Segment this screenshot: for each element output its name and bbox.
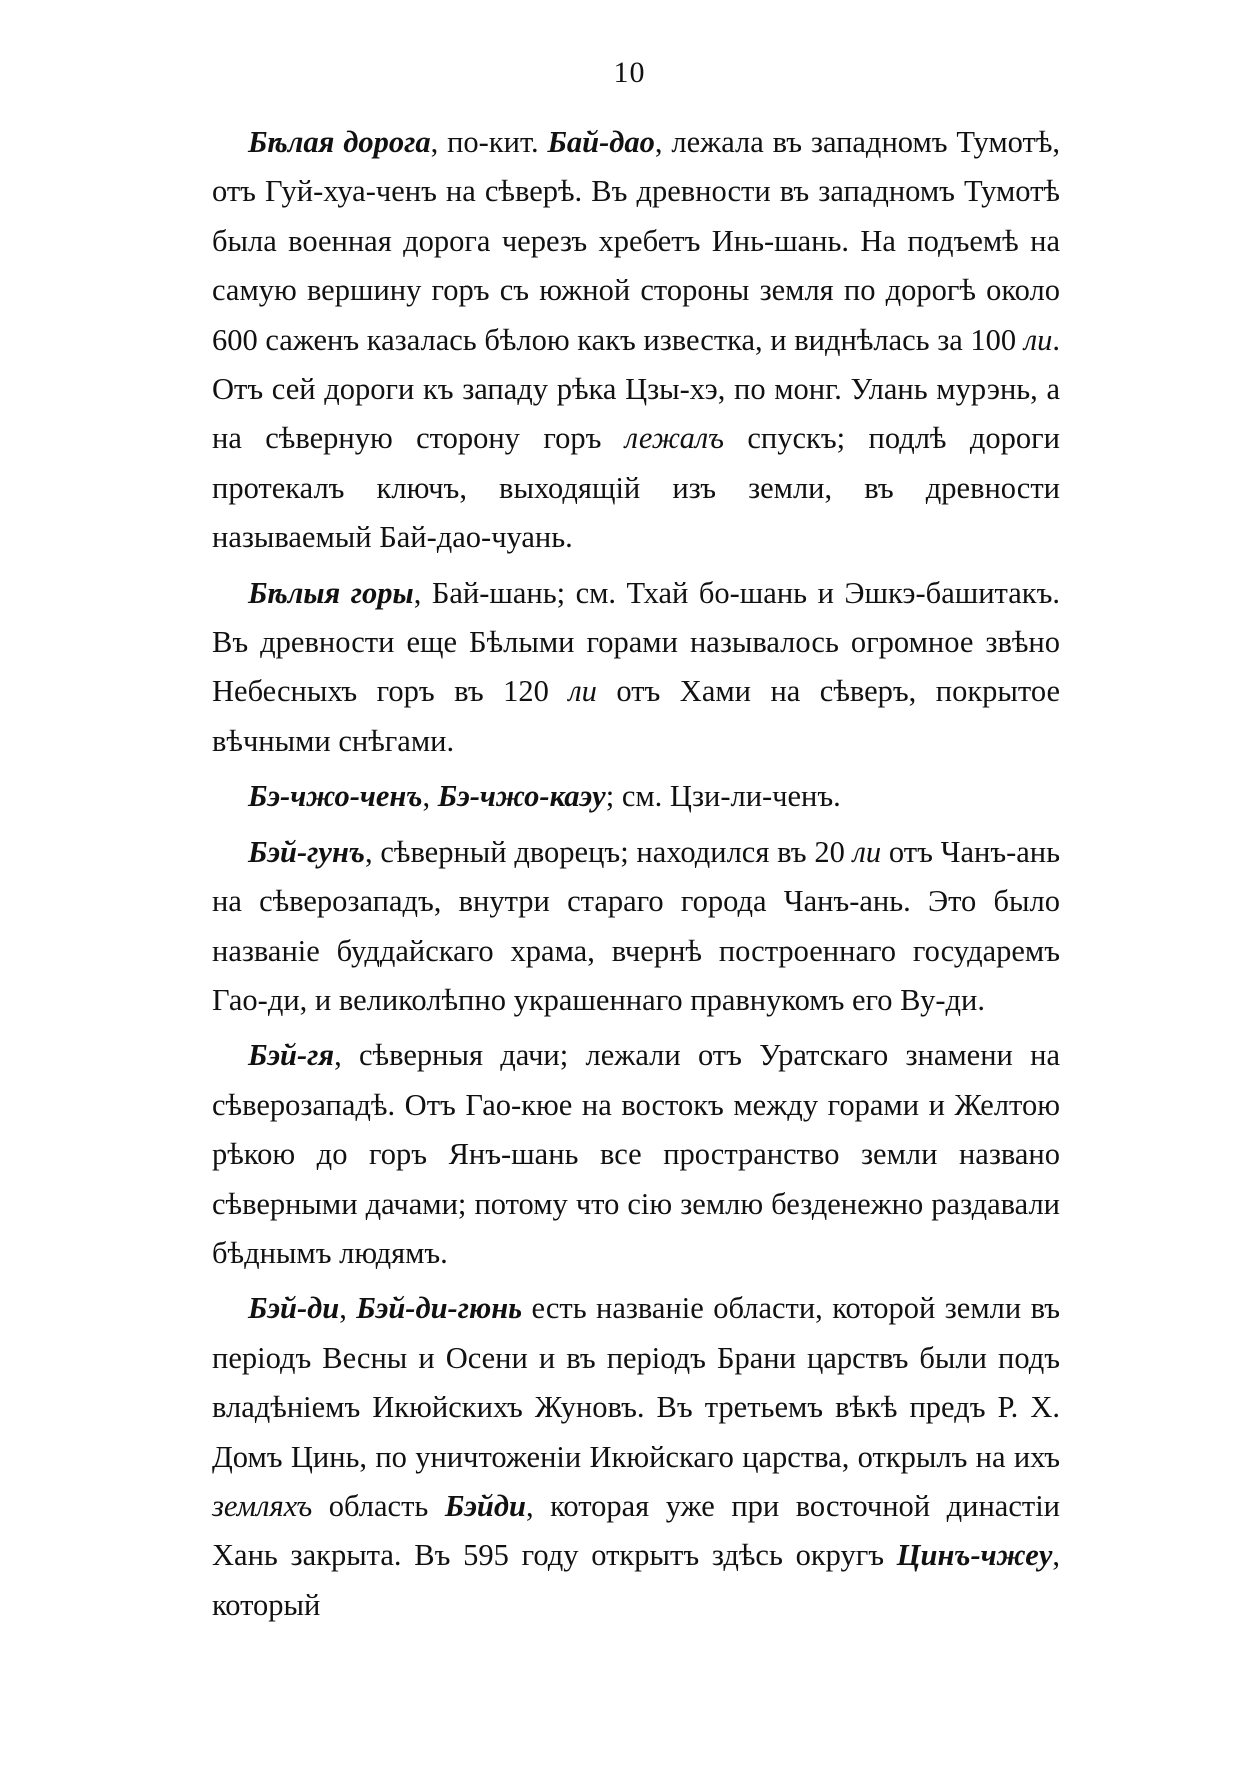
entry-text: Бэй-гя: [248, 1038, 335, 1073]
entry-text: Бэй-ди-гюнь: [356, 1291, 523, 1326]
entry-text: Бэйди: [444, 1488, 526, 1523]
entry-bey-gya: [212, 1031, 1060, 1278]
entry-text: ли: [852, 834, 882, 869]
entry-text: ,: [422, 779, 438, 814]
entry-text: Бѣлая дорога: [248, 125, 431, 159]
entry-text: . Отъ сей дороги къ западу рѣка Цзы-хэ, по монг. Улань мурэнь, а на сѣверную сторону горъ: [212, 322, 1060, 456]
entry-text: ; см. Цзи-ли-ченъ.: [605, 779, 841, 814]
entry-bey-gun: [212, 828, 1060, 1026]
entry-text: лежалъ: [624, 421, 724, 456]
text-body: [212, 118, 1060, 1636]
entry-text: ,: [339, 1291, 357, 1326]
entry-text: , Бай-шань; см. Тхай бо-шань и Эшкэ-башитакъ. Въ древности еще Бѣлыми горами называлось огромное звѣно Небесныхъ горъ въ 120: [212, 575, 1060, 709]
entry-text: , которая уже при восточной династіи Хань закрыта. Въ 595 году открытъ здѣсь округъ: [212, 1488, 1060, 1573]
entry-text: , по-кит.: [430, 125, 548, 159]
entry-text: Бѣлыя горы: [248, 575, 414, 610]
entry-text: Бэй-гунъ: [248, 834, 365, 869]
entry-text: Бэй-ди: [248, 1291, 340, 1326]
entry-text: область: [312, 1488, 445, 1523]
entry-text: земляхъ: [212, 1488, 313, 1523]
entry-belaya-doroga: [212, 118, 1060, 563]
entry-text: Бэ-чжо-ченъ: [248, 779, 423, 814]
page-number: 10: [613, 56, 646, 89]
entry-belyya-gory: [212, 569, 1060, 767]
entry-text: , сѣверный дворецъ; находился въ 20: [364, 834, 853, 869]
entry-text: Бай-дао: [547, 125, 655, 159]
entry-text: Цинъ-чжеу: [896, 1538, 1053, 1573]
entry-be-chzho-chen: [212, 772, 1060, 821]
entry-text: отъ Чанъ-ань на сѣверозападъ, внутри стараго города Чанъ-ань. Это было названіе буддайскаго храма, вчернѣ построеннаго государемъ Гао-ди, и великолѣпно украшеннаго правнукомъ его Ву-ди.: [212, 834, 1061, 1017]
entry-text: , который: [212, 1538, 1060, 1622]
entry-text: Бэ-чжо-каэу: [437, 779, 606, 814]
entry-text: , лежала въ западномъ Тумотѣ, отъ Гуй-хуа-ченъ на сѣверѣ. Въ древности въ западномъ Тумотѣ была военная дорога черезъ хребетъ Инь-шань. На подъемѣ на самую вершину горъ съ южной стороны земля по дорогѣ около 600 саженъ казалась бѣлою какъ известка, и виднѣлась за 100: [212, 125, 1060, 357]
entry-bey-di: [212, 1284, 1060, 1630]
entry-text: ли: [568, 674, 597, 709]
entry-text: спускъ; подлѣ дороги протекалъ ключъ, выходящій изъ земли, въ древности называемый Бай-дао-чуань.: [212, 421, 1060, 555]
entry-text: ли: [1023, 322, 1053, 357]
entry-text: отъ Хами на сѣверъ, покрытое вѣчными снѣгами.: [212, 674, 1061, 758]
entry-text: , сѣверныя дачи; лежали отъ Уратскаго знамени на сѣверозападѣ. Отъ Гао-кюе на востокъ между горами и Желтою рѣкою до горъ Янъ-шань все пространство земли названо сѣверными дачами; потому что сію землю безденежно раздавали бѣднымъ людямъ.: [212, 1038, 1060, 1270]
entry-text: есть названіе области, которой земли въ періодъ Весны и Осени и въ періодъ Брани царствъ были подъ владѣніемъ Икюйскихъ Жуновъ. Въ третьемъ вѣкѣ предъ Р. Х. Домъ Цинь, по уничтоженіи Икюйскаго царства, открылъ на ихъ: [212, 1291, 1061, 1474]
